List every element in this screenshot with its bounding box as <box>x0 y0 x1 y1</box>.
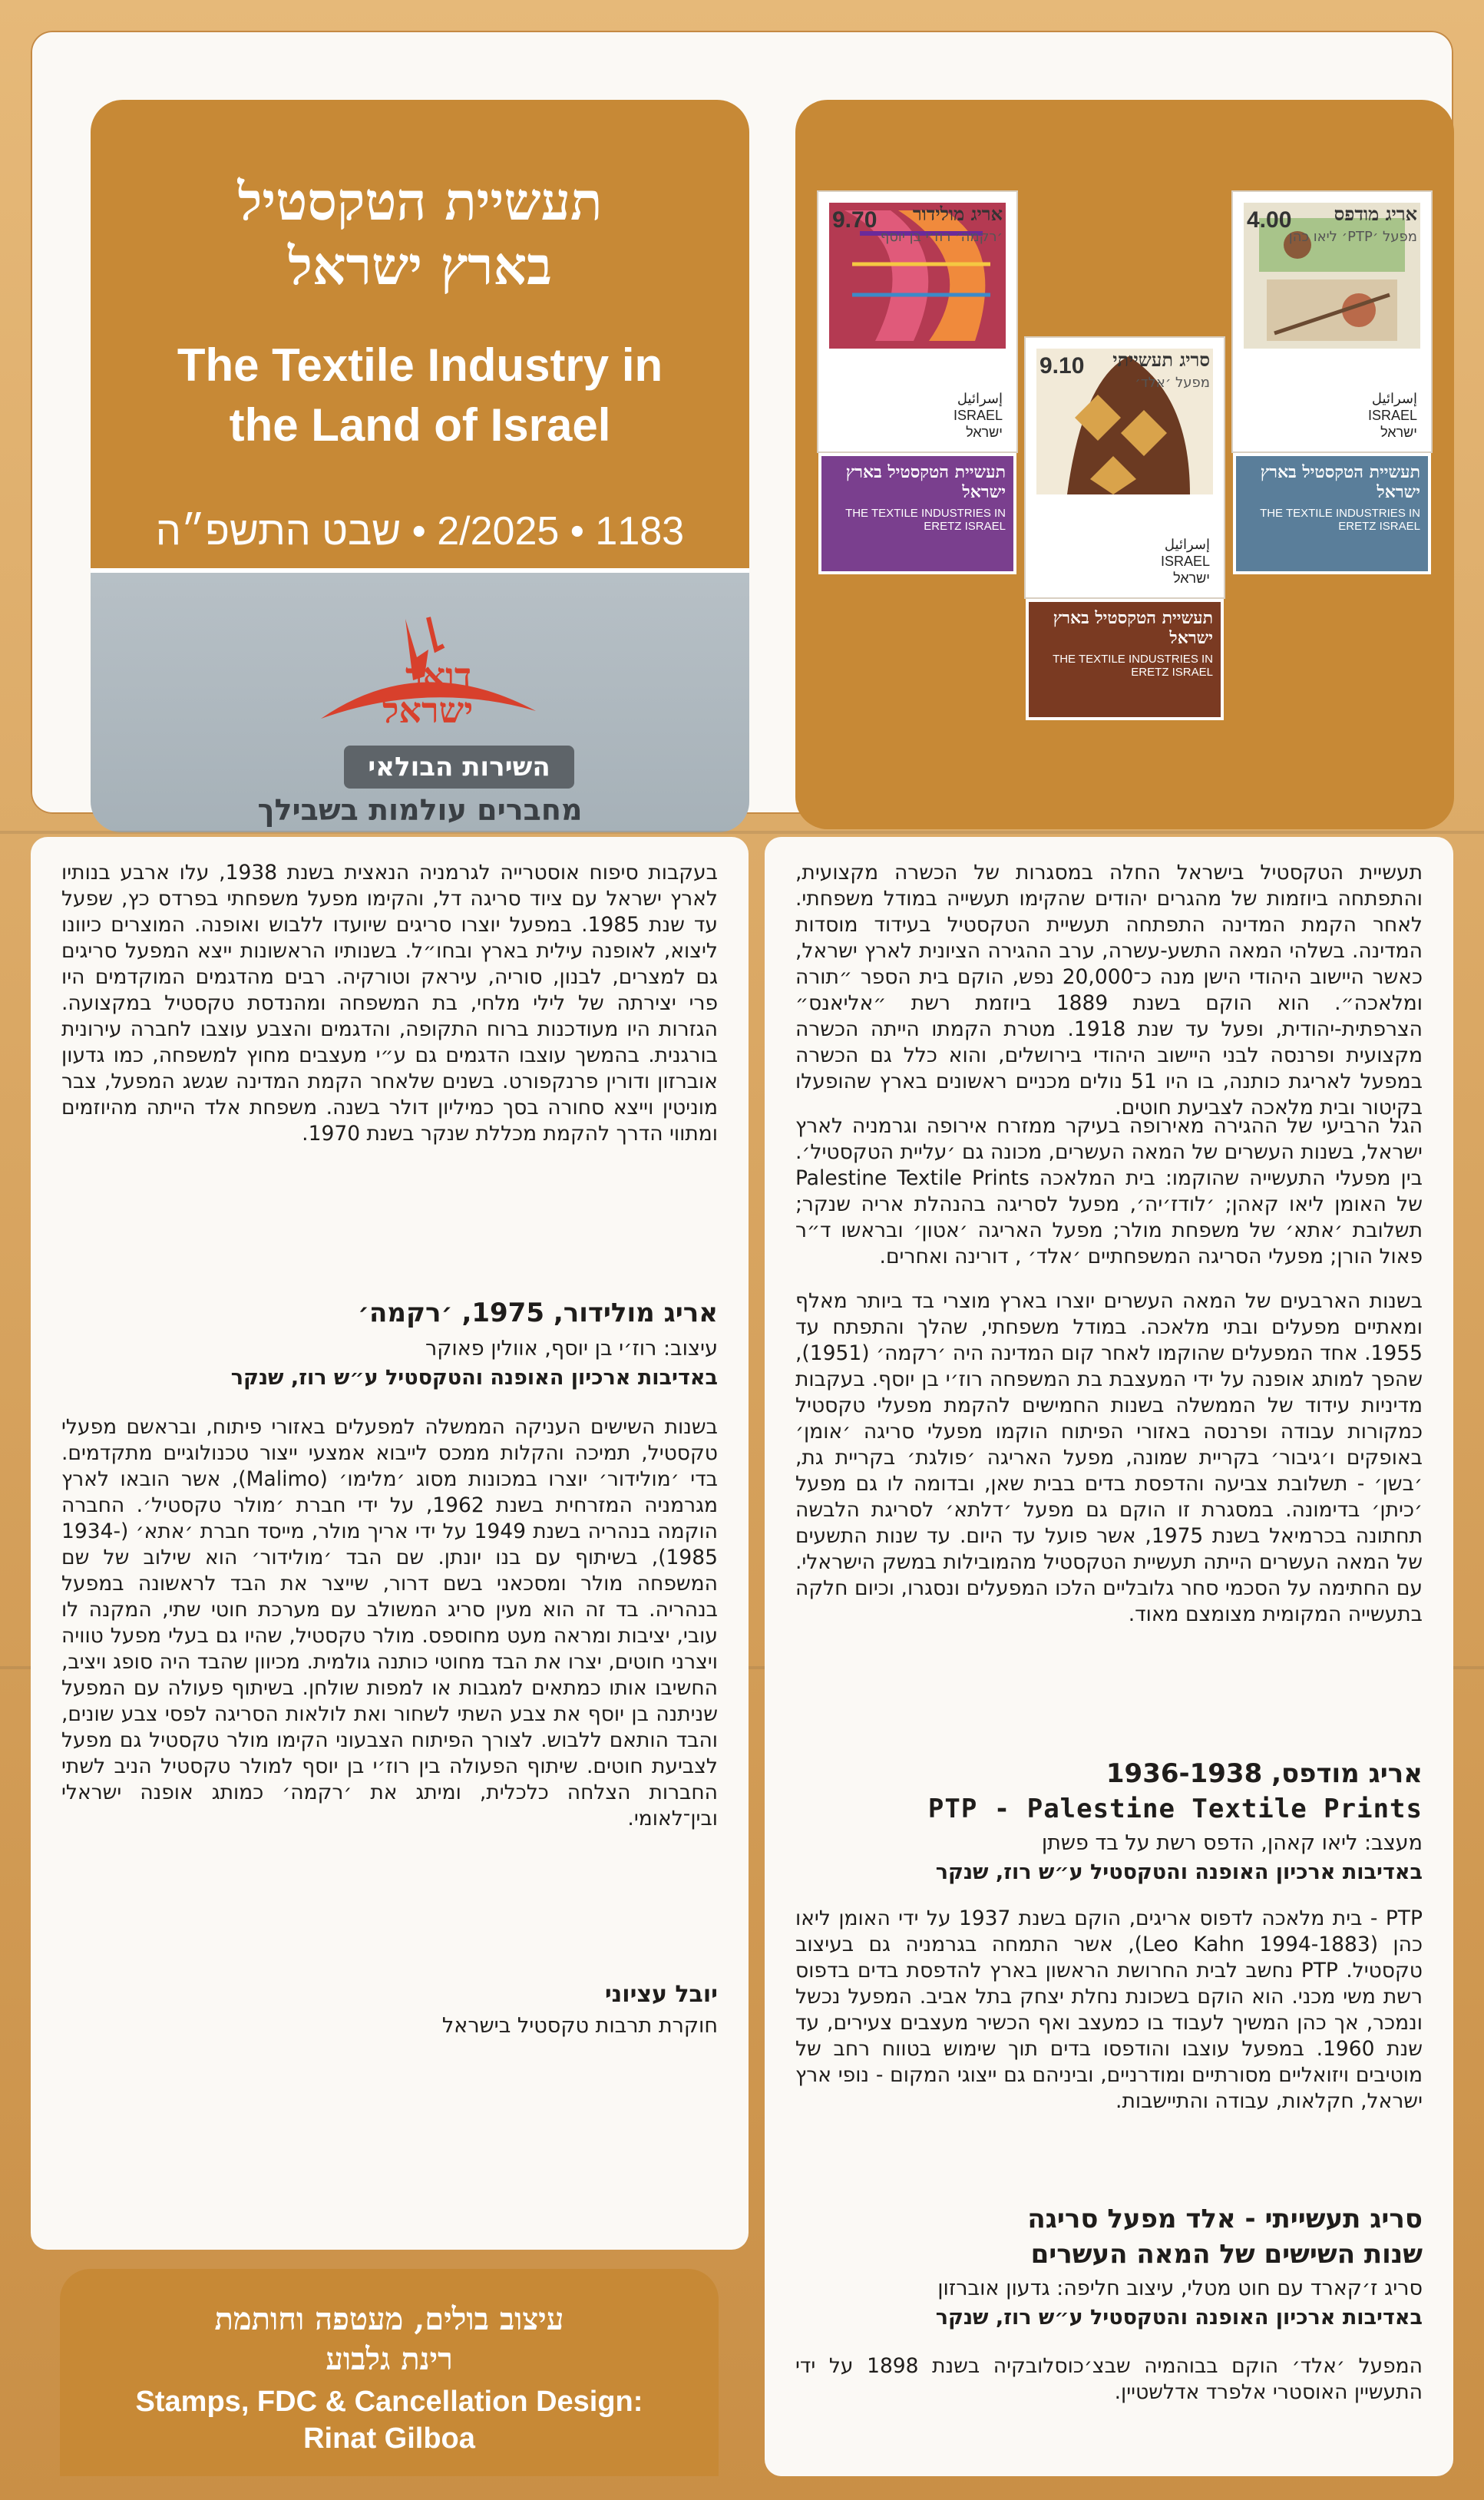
ptp-credit-archive: באדיבות ארכיון האופנה והטקסטיל ע״ש רוז, שנקר <box>935 1860 1423 1884</box>
industry-paragraph: בשנות הארבעים של המאה העשרים יוצרו בארץ מוצרי בד ביותר מאלף ומאתיים מפעלים ובתי מלאכה. במודל משפחתי, שהלך והתפתח עד 1955. אחד המפעלים שהוקמו לאחר קום המדינה היה ׳רקמה׳ (1951), שהפך למותג אופנה על ידי המעצבת בת המשפחה רוז׳י בן יוסף. בעקבות מדיניות עידוד של הממשלה בשנות החמישים להקמת מפעלי טקסטיל כמקורות עבודה ופרנסה באזורי הפיתוח הוקמו מפעלי סריגה ׳אומן׳ באופקים ו׳גיבור׳ בקריית שמונה, מפעל האריגה ׳פולגת׳ בקריית גת, ׳בשן׳ - תשלובת צביעה והדפסת בדים בבית שאן, ובדומה לו גם מפעל ׳כיתן׳ בדימונה. במסגרת זו הוקם גם מפעל ׳דלתא׳ לסריגת הלבשה תחתונה בכרמיאל בשנת 1975, אשר פועל עד היום. עד שנות התשעים של המאה העשרים הייתה תעשיית הטקסטיל מהמובילות במשק הישראלי. עם החתימה על הסכמי סחר גלובליים הלכו המפעלים ונסגרו, וכיום חלקה בתעשייה המקומית מצומצם מאוד. <box>795 1289 1423 1626</box>
slogan: מחברים עולמות בשבילך <box>257 793 583 827</box>
rikma-paragraph: בשנות השישים העניקה הממשלה למפעלים באזורי פיתוח, ובראשם מפעלי טקסטיל, תמיכה והקלות ממכס לייבוא אמצעי ייצור טכנולוגיים מתקדמים. בדי ׳מולידור׳ יוצרו במכונות מסוג ׳מלימו׳ (Malimo), אשר הובאו לארץ מגרמניה המזרחית בשנת 1962, על ידי חברת ׳מולר טקסטיל׳. החברה הוקמה בנהריה בשנת 1949 על ידי אריך מולר, מייסד חברת ׳אתא׳ (1934-1985), בשיתוף עם בנו יונתן. שם הבד ׳מולידור׳ הוא שילוב של שם המשפחה מולר ומסכאני בשם דרור, שייצר את הבד לראשונה במפעל בנהריה. בד זה הוא מעין סריג המשולב עם מערכת חוטי שתי, המקנה לו עובי, יציבות ומראה מעט מחוספס. מולר טקסטיל, שהיו גם בעלי מפעל טוויה ויצרני חוטים, יצרו את הבד מחוטי כותנה גולמית. מכיוון שהבד היה סופג ויציב, החשיבו אותו כמתאים למגבות או למפות שולחן. בשיתוף פעולה עם המפעל שניתנה בן יוסף את צבע השתי לשחור ואת לולאות הסריגה לפסי צבע שונים, והבד הותאם ללבוש. לצורך הפיתוח הצבעוני הקימו מולר טקסטיל גם מפעל לצביעת חוטים. שיתוף הפעולה בין רוז׳י בן יוסף למולר טקסטיל הניב לשתי החברות הצלחה כלכלית, ומיתג את ׳רקמה׳ כמותג אופנה ישראלי ובין־לאומי. <box>61 1415 718 1830</box>
stamp-country <box>1161 536 1210 587</box>
eled-history-paragraph: בעקבות סיפוח אוסטרייה לגרמניה הנאצית בשנת 1938, עלו ארבע בנותיו לארץ ישראל עם ציוד סריגה דל, והקימו מפעל משפחתי בפרדס כץ, שפעל עד שנת 1985. במפעל יוצרו סריגים שיועדו ללבוש ואופנה. המוצרים כיוונו ליצוא, לאופנה עילית בארץ ובחו״ל. בשנותיו הראשונות ייצא המפעל סריגים גם למצרים, לבנון, סוריה, עיראק וטורקיה. רבים מהדגמים המוקדמים היו פרי יצירתה של לילי מלחי, בת המשפחה ומהנדסת טקסטיל במקצועה. הגזרות היו מעודכנות ברוח התקופה, והדגמים והצבע עוצבו לחברה עירונית בורגנית. בהמשך עוצבו הדגמים גם ע״י מעצבים מחוץ למשפחה, כמו גדעון אוברזון ודורין פרנקפורט. בשנים שלאחר הקמת המדינה שגשג המפעל, צבר מוניטין וייצא סחורה בסך כמיליון דולר בשנה. משפחת אלד הייתה מהיוזמים ומתווי הדרך להקמת מכללת שנקר בשנת 1970. <box>61 861 719 1146</box>
rikma-heading: אריג מולידור, 1975, ׳רקמה׳ <box>357 1298 718 1328</box>
title-english-line1: The Textile Industry in <box>177 339 663 391</box>
stamp-tab-moulidor <box>818 453 1016 574</box>
tab-hebrew: תעשיית הטקסטיל בארץ ישראל <box>1053 608 1213 648</box>
ptp-heading-english: PTP - Palestine Textile Prints <box>927 1794 1423 1824</box>
country-arabic: إسرائيل <box>957 391 1003 406</box>
issue-info: 1183 • 2/2025 • שבט התשפ״ה <box>155 509 685 554</box>
immigration-paragraph: הגל הרביעי של ההגירה מאירופה בעיקר ממזרח אירופה וגרמניה לארץ ישראל, בשנות העשרים של המאה העשרים, מכונה גם ׳עליית הטקסטיל׳. בין מפעלי התעשייה שהוקמו: בית המלאכה Palestine Textile Prints של האומן ליאו קאהן; ׳לודז׳יה׳, מפעל לסריגה בהנהלת אריה שנקר; תשלובת ׳אתא׳ של משפחת מולר; מפעל האריגה ׳אטון׳ ובראשו ד״ר פאול הורן; מפעלי הסריגה המשפחתיים ׳אלד׳ , דורינה ואחרים. <box>795 1114 1423 1268</box>
philatelic-service-badge: השירות הבולאי <box>344 746 574 789</box>
stamp-country <box>1368 390 1417 441</box>
country-hebrew: ישראל <box>1173 570 1210 586</box>
stamp-label: סריג תעשייתי <box>1112 349 1210 371</box>
country-english: ISRAEL <box>1160 554 1210 569</box>
stamp-eled <box>1026 338 1224 597</box>
postal-logo-card <box>91 568 749 832</box>
design-hebrew-line2: רינת גלבוע <box>326 2341 453 2377</box>
logo-word-doar: דואר <box>405 655 472 696</box>
country-arabic: إسرائيل <box>1164 537 1210 552</box>
right-text-column <box>765 837 1453 2476</box>
intro-paragraph: תעשיית הטקסטיל בישראל החלה במסגרות של הכשרה מקצועית, והתפתחה ביוזמות של מהגרים יהודים שהקימו תעשייה במודל משפחתי. לאחר הקמת המדינה התפתחה תעשיית הטקסטיל בעידוד מוסדות המדינה. בשלהי המאה התשע-עשרה, ערב ההגירה הציונית לארץ ישראל, כאשר היישוב היהודי הישן מנה כ־20,000 נפש, הוקם בית הספר ״תורה ומלאכה״. הוא הוקם בשנת 1889 ביוזמת רשת ״אליאנס״ הצרפתית-יהודית, ופעל עד שנת 1918. מטרת הקמתו הייתה הכשרה מקצועית ופרנסה לבני היישוב היהודי בירושלים, והוא כלל גם הכשרה במפעל לאריגת כותנה, בו היו 51 נולים מכניים ראשונים בארץ שהופעלו בקיטור ובית מלאכה לצביעת חוטים. <box>795 861 1423 1119</box>
logo-word-israel: ישראל <box>382 689 474 731</box>
tab-hebrew: תעשיית הטקסטיל בארץ ישראל <box>845 462 1006 502</box>
tab-english: THE TEXTILE INDUSTRIES IN ERETZ ISRAEL <box>1260 507 1420 533</box>
tab-hebrew: תעשיית הטקסטיל בארץ ישראל <box>1260 462 1420 502</box>
title-card <box>91 100 749 616</box>
design-hebrew-line1: עיצוב בולים, מעטפה וחותמת <box>214 2301 564 2337</box>
stamp-denomination: 9.10 <box>1039 353 1085 379</box>
country-hebrew: ישראל <box>1380 425 1417 440</box>
ptp-heading: אריג מודפס, 1936-1938 <box>1106 1758 1423 1789</box>
country-english: ISRAEL <box>1367 408 1417 423</box>
rikma-credit-archive: באדיבות ארכיון האופנה והטקסטיל ע״ש רוז, שנקר <box>230 1366 718 1390</box>
stamp-sublabel: מפעל ׳PTP׳ ליאו כהן <box>1288 229 1417 245</box>
stamp-denomination: 9.70 <box>832 207 878 233</box>
ptp-paragraph: PTP - בית מלאכה לדפוס אריגים, הוקם בשנת 1937 על ידי האומן ליאו כהן (Leo Kahn 1994-1883), אשר התמחה בגרמניה גם בעיצוב טקסטיל. PTP נחשב לבית החרושת הראשון בארץ להדפסת בדים בדפוס רשת משי מכני. הוא הוקם בשכונת נחלת יצחק בתל אביב. המפעל נכשל ונמכר, אך כהן המשיך לעבוד בו כמעצב ואף הכשיר מעצבים צעירים, עד שנת 1960. במפעל עוצבו והודפסו בדים תוך שימוש בטווח רחב של מוטיבים ויזואליים מסורתיים ומודרניים, וביניהם גם ייצוגי המקום - נופי ארץ ישראל, חקלאות, עבודה והתיישבות. <box>795 1906 1423 2113</box>
eled-credit-designer: סריג ז׳קארד עם חוט מטלי, עיצוב חליפה: גדעון אוברזון <box>937 2277 1423 2300</box>
fold-line-upper <box>0 831 1484 834</box>
stamp-denomination: 4.00 <box>1247 207 1292 233</box>
country-english: ISRAEL <box>953 408 1003 423</box>
stamp-sheet-card <box>795 100 1454 829</box>
title-hebrew-line1: תעשיית הטקסטיל <box>237 171 603 233</box>
author-title: חוקרת תרבות טקסטיל בישראל <box>441 2014 718 2038</box>
design-english-line1: Stamps, FDC & Cancellation Design: <box>135 2386 643 2418</box>
tab-english: THE TEXTILE INDUSTRIES IN ERETZ ISRAEL <box>845 507 1006 533</box>
eled-heading-line1: סריג תעשייתי - אלד מפעל סריגה <box>1027 2204 1423 2234</box>
design-credits-box <box>60 2269 719 2476</box>
cover-panel <box>31 31 1453 827</box>
eled-paragraph: המפעל ׳אלד׳ הוקם בבוהמיה שבצ׳כוסלובקיה בשנת 1898 על ידי התעשיין האוסטרי אלפרד אדלשטיין. <box>795 2354 1423 2404</box>
stamp-tab-eled <box>1026 599 1224 720</box>
stamp-sublabel: מפעל ׳אלד׳ <box>1135 375 1210 391</box>
eled-heading-line2: שנות השישים של המאה העשרים <box>1030 2239 1423 2270</box>
stamp-country <box>954 390 1003 441</box>
eled-credit-archive: באדיבות ארכיון האופנה והטקסטיל ע״ש רוז, שנקר <box>935 2306 1423 2330</box>
stamp-tab-ptp <box>1233 453 1431 574</box>
stamp-ptp <box>1233 192 1431 451</box>
country-arabic: إسرائيل <box>1371 391 1417 406</box>
stamp-sublabel: ׳רקמה׳ רוז׳י בן יוסף <box>880 229 1003 245</box>
title-english-line2: the Land of Israel <box>229 399 611 451</box>
left-text-column <box>31 837 749 2250</box>
country-hebrew: ישראל <box>966 425 1003 440</box>
author-name: יובל עציוני <box>604 1981 718 2008</box>
stamp-moulidor <box>818 192 1016 451</box>
ptp-credit-designer: מעצב: ליאו קאהן, הדפס רשת על בד פשתן <box>1041 1831 1423 1855</box>
stamp-label: אריג מודפס <box>1334 203 1417 225</box>
title-hebrew-line2: בארץ ישראל <box>288 236 552 297</box>
stamp-label: אריג מולידור <box>912 203 1003 225</box>
design-english-line2: Rinat Gilboa <box>303 2422 475 2455</box>
tab-english: THE TEXTILE INDUSTRIES IN ERETZ ISRAEL <box>1053 653 1213 679</box>
rikma-credit-designer: עיצוב: רוז׳י בן יוסף, אוולין פאוקר <box>425 1337 718 1361</box>
